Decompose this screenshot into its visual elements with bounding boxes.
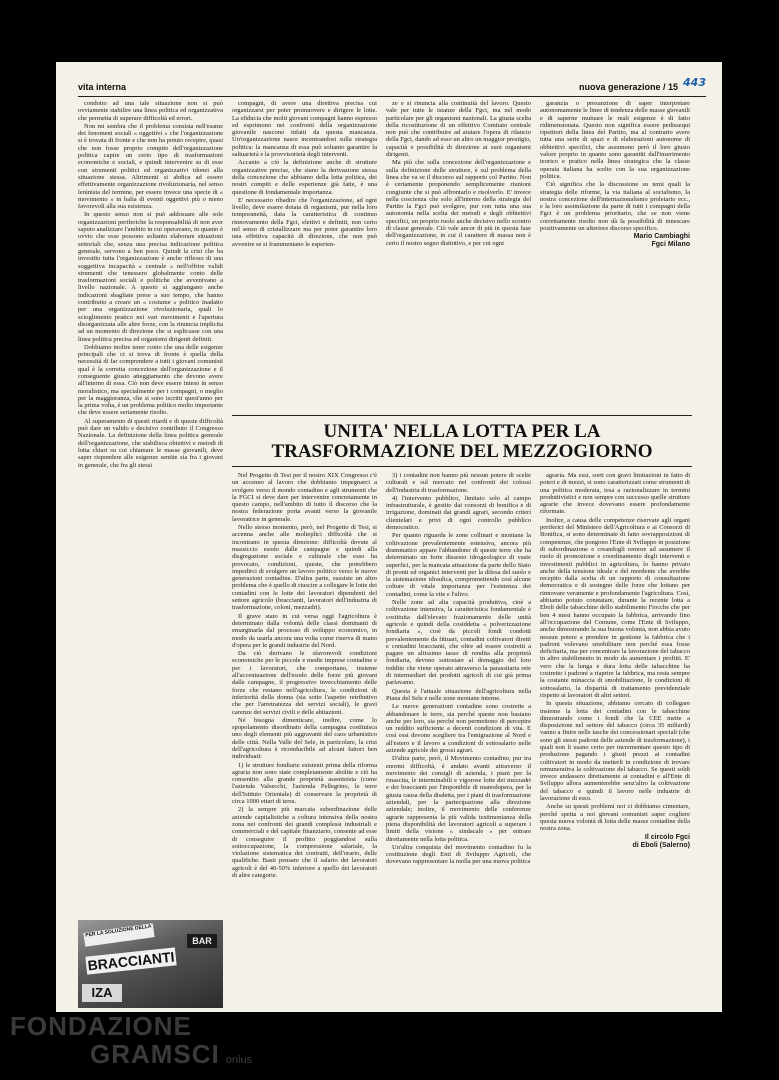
paragraph: agraria. Ma essi, sorti con gravi limitazioni in fatto di poteri e di mezzi, si sono caratterizzati come strumenti di una politica moderata, tesa a razionalizzare in termini produttivistici e non sempre con successo quelle strutture agrarie che invece dovevano essere profondamente riformate.: [540, 472, 690, 516]
archive-name: GRAMSCI: [90, 1039, 220, 1069]
top-article-column-1: [78, 100, 223, 920]
paragraph: Questa è l'attuale situazione dell'agricoltura nella Piana del Sele e nelle zone montane interne.: [386, 687, 531, 702]
paragraph: In questo senso non si può addossare alle sole organizzazioni periferiche la responsabilità di non aver saputo analizzare l'ambito in cui operavano, in quanto è ovvio che esse possono soltanto elaborare situazioni settoriali che, senza una precisa indicazione politica generale, servono a ben poco. Quindi la crisi che ha investito tutta l'organizzazione è anche riflesso di una soggettiva incapacità « centrale » nell'offrire validi strumenti che tenessero globalmente conto delle trasformazioni sociali e politiche che avvenivano a livello nazionale. A questo si aggiungano anche indicazioni sbagliate prese a suo tempo, che hanno contribuito a creare un « costume » politico inadatto per una organizzazione rivoluzionaria, quali lo scioglimento pratico nei vari movimenti e l'apertura disorganizzata alle altre forze, con la rinuncia implicita ad un momento di direzione che si esplicasse con una linea politica precisa ed organismi dirigenti definiti.: [78, 211, 223, 343]
archive-number: 443: [683, 76, 706, 89]
paragraph: 3) i contadini non hanno più nessun potere di scelte culturali e sul mercato nei confronti dei colossi dell'industria di trasformazione.: [386, 472, 531, 494]
paragraph: condotto ad una tale situazione non si può ovviamente stabilire una linea politica ed organizzativa che permetta di superare difficoltà ed errori.: [78, 100, 223, 122]
paragraph: Nelle zone ad alta capacità produttiva, cioè a coltivazione intensiva, la caratteristica fondamentale è costituita dall'elevato frazionamento delle unità agricole e quindi della cosiddetta « polverizzazione fondiaria », cioè da piccoli fondi condotti prevalentemente da fittuari, contadini coltivatori diretti e contadini braccianti, che oltre ad essere costretti a pagare un altissimo tasso di rendita alla proprietà fondiaria, devono sottostare al drenaggio del loro reddito che viene operato attraverso la parassitaria rete di intermediari dei prodotti agricoli di cui già prima parlavamo.: [386, 599, 531, 687]
magazine-page: [56, 62, 722, 1012]
headline-rule-top: [232, 415, 692, 416]
bottom-article-signature-name: Il circolo Fgci: [644, 833, 690, 841]
paragraph: Accanto a ciò la definizione anche di strutture organizzative precise, che siano la derivazione stessa della concezione che abbiamo della lotta politica, dei nostri compiti e delle esperienze già fatte, è una questione di fondamentale importanza.: [232, 159, 377, 196]
paragraph: 4) l'intervento pubblico, limitato solo al campo infrastrutturale, è gestito dai consorzi di bonifica e di irrigazione, dominati dai grandi agrari, secondo criteri clientelari e privi di ogni controllo pubblico democratico.: [386, 494, 531, 532]
paragraph: Al superamento di questi ritardi e di queste difficoltà può dare un valido e decisivo contributo il Congresso Nazionale. La definizione della linea politica generale dell'organizzazione, che stabilisca obiettivi e metodi di lotta chiari su cui chiamare le masse giovanili, deve saper rispondere alle esigenze sentite sia fra i giovani in generale, che fra gli stessi: [78, 417, 223, 469]
paragraph: Da ciò derivano le sfavorevoli condizioni economiche per le piccole e medie imprese contadine e per i lavoratori, che comportano, insieme all'accentuazione dell'esodo delle forze più giovani dalle campagne, il progressivo invecchiamento delle forze che restano nell'agricoltura, le condizioni di inferiorità della donna (sia sotto l'aspetto retributivo che per l'arretratezza dei servizi sociali), le gravi carenze dei servizi civili e delle abitazioni.: [232, 650, 377, 716]
paragraph: Ma più che sulla concezione dell'organizzazione e sulla definizione delle strutture, è sul problema della linea che va se il discorso sul rapporto col Partito. Non è certamente proponendo semplicemente riunioni congiunte che si può affrontarlo e risolverlo. E' invece nella coscienza che solo all'interno della strategia del Partito la Fgci può svolgere, pur con tutta una sua autonomia nella scelta dei metodi e degli obbiettivi specifici, un proprio ruolo anche decisivo nello scontro di classe generale. Ciò vale ancor di più in questa fase dell'organizzazione, in cui il carattere di massa non è certo il nostro segno distintivo, e per cui ogni: [386, 159, 531, 247]
section-label: vita interna: [78, 82, 127, 92]
paragraph: Nello stesso momento, però, nel Progetto di Tesi, si accenna anche alle molteplici difficoltà che si incontrano in questa direzione: difficoltà dovute al massiccio esodo dalle campagne e quindi alla disgregazione sociale e culturale che esso ha provocato, condizioni, queste, che potrebbero impedirci di svolgere un lavoro politico verso le nuove generazioni contadine. D'altra parte, sussiste un altro problema che è quello di riuscire a collegare le lotte dei contadini con le lotte dei lavoratori dipendenti del settore agricolo (braccianti, lavoratori dell'industria di trasformazione, coloni, mezzadri).: [232, 524, 377, 612]
top-article-signature-place: Fgci Milano: [651, 241, 690, 249]
paragraph: Inoltre, a causa delle competenze riservate agli organi periferici del Ministero dell'Agricoltura e ai Consorzi di Bonifica, si sono determinate di fatto sovrapposizioni di competenze, che pongono l'Ente di Sviluppo in posizione di subordinazione e creandogli remore ad assumere il ruolo di promozione e coordinamento degli interventi e investimenti pubblici in agricoltura, lo hanno privato anche della tensione ideale e del mordente che avrebbe recepito dalla scelta di un rapporto di consultazione democratica e di sostegno delle forze che lottano per rinnovare veramente e profondamente l'agricoltura. Così, abbiamo potuto constatare, durante la recente lotta a Eboli delle tabacchine dello stabilimento Fiocche che per ben 4 mesi hanno occupato la fabbrica, arrivando fino all'occupazione del Comune, come l'Ente di Sviluppo, anche dimostrando la sua buona volontà, non abbia avuto nessun potere a prendere in gestione la fabbrica che i padroni volevano smobilitare non perché essa fosse deficitaria, ma per concentrare la lavorazione del tabacco in altro stabilimento in modo da aumentare i profitti. E' vero che la lunga e dura lotta delle tabacchine ha costretto i padroni a riaprire la fabbrica, ma resta sempre la costante minaccia di smobilitazione, le condizioni di sottosalario, la disparità di trattamento previdenziale rispetto ai lavoratori di altri settori.: [540, 516, 690, 699]
paragraph: garanzia o presunzione di saper interpretare autonomamente le linee di tendenza delle masse giovanili e di saperne mutuare le reali esigenze è di fatto ridimensionata. Questo non significa essere pedissequi ripetitori della linea del Partito, ma al contrario avere tutta una serie di spazi e di elaborazioni autonome di obbiettivi specifici, che assumono però il loro giusto valore proprio in quanto sono garantiti dall'inserimento teorico e pratico nella linea strategica che la classe operaia italiana ha scelto con la sua organizzazione politica.: [540, 100, 690, 180]
paragraph: Un'altra conquista del movimento contadino fu la costituzione degli Enti di Sviluppo Agricoli, che dovevano rappresentare la molla per una nuova politica: [386, 843, 531, 866]
bottom-article-column-1: [232, 472, 377, 992]
paragraph: 1) le strutture fondiarie esistenti prima della riforma agraria non sono state completamente abolite e ciò ha consentito alla grande proprietà assenteista (come l'azienda Valsecchi, l'azienda Pellegrino, le terre dell'Istituto Orientale) di conservare la proprietà di circa 1000 ettari di terra.: [232, 761, 377, 806]
paragraph: Le nuove generazioni contadine sono costrette a abbandonare le terre, sia perché queste non bastano anche per loro, sia perché non permettono di percepire un reddito sufficiente a decenti condizioni di vita. E così essi devono scegliere tra l'emigrazione al Nord e all'estero e il lavoro a condizioni di sottosalario nelle aziende agricole dei grossi agrari.: [386, 703, 531, 754]
headline-rule-bottom: [232, 466, 692, 467]
magazine-page-number: nuova generazione / 15: [578, 82, 678, 92]
bottom-article-column-2: [386, 472, 531, 992]
paragraph: Dobbiamo inoltre tener conto che una delle esigenze principali che ci si trova di fronte è quella della necessità di far comprendere a tutti i giovani comunisti qual è la corretta concezione dell'organizzazione e il conseguente giusto atteggiamento che devono avere all'interno di essa. Ciò non deve essere inteso in senso moralistico, ma specialmente per i compagni, o meglio per la maggioranza, che si sono iscritti quest'anno per la prima volta, è un problema politico molto importante che deve essere seriamente risolto.: [78, 343, 223, 417]
photo-banner-bottom: IZA: [82, 984, 122, 1002]
top-article-column-4: [540, 100, 690, 390]
paragraph: Anche su questi problemi noi ci dobbiamo cimentare, perché spetta a noi giovani comunisti saper cogliere questa nuova volontà di lotta delle masse contadine della nostra zona.: [540, 803, 690, 833]
header-rule: [78, 96, 706, 97]
paragraph: compagni, di avere una direttiva precisa cui organizzarsi per poter promuovere e dirigere le lotte. La sfiducia che molti giovani compagni hanno espresso ed esprimono nei confronti della organizzazione giovanile nascono infatti da questa mancanza. Un'organizzazione nasce incentrandosi sulla strategia politica: la mancanza di essa può soltanto garantire la saltuarietà e la provvisorietà degli interventi.: [232, 100, 377, 159]
paragraph: Nel Progetto di Tesi per il nostro XIX Congresso c'è un accenno al lavoro che dobbiamo impegnarci a svolgere verso il mondo contadino e agli strumenti che la FGCI si deve dare per intervenire concretamente in questo campo, nell'ambito di tutto il discorso che la nostra federazione porta avanti verso la giovanile lavoratrice in generale.: [232, 472, 377, 523]
headline-line-1: UNITA' NELLA LOTTA PER LA: [323, 421, 601, 442]
article-headline: [232, 422, 692, 462]
headline-line-2: TRASFORMAZIONE DEL MEZZOGIORNO: [271, 441, 653, 462]
archive-name-line-1: FONDAZIONE: [10, 1011, 192, 1041]
photo-banner-main: BRACCIANTI: [86, 948, 176, 974]
demonstration-photo: [78, 920, 223, 1008]
photo-banner-top: PER LA SOLUZIONE DELLA: [83, 923, 154, 947]
photo-bar-sign: BAR: [187, 934, 217, 948]
paragraph: Né bisogna dimenticare, inoltre, come lo spopolamento disordinato della campagna costituisca uno degli elementi più aggravanti del caos urbanistico delle città. Nella Valle del Sele, in particolare, la crisi dell'agricoltura è riconducibile ad alcuni fattori ben individuati:: [232, 716, 377, 761]
bottom-article-column-3: [540, 472, 690, 992]
paragraph: D'altra parte, però, il Movimento contadino, pur tra enormi difficoltà, è andato avanti attraverso il movimento dei consigli di azienda, i piani per la rinascita, le interminabili e vigorose lotte dei mezzadri e dei braccianti per l'imponibile di manodopera, per la giusta causa della disdetta, per i piani di trasformazione aziendali, per la partecipazione alla direzione aziendale; inoltre, il movimento delle conferenze agrarie rappresenta la più valida testimonianza della piena disponibilità dei lavoratori agricoli a superare i limiti della visione « sindacale » per entrare direttamente nella lotta politica.: [386, 755, 531, 843]
archive-name-line-2: [10, 1040, 252, 1074]
paragraph: 2) la sempre più marcata subordinazione delle aziende capitalistiche a coltura intensiva della nostra zona nei confronti dei grandi complessi industriali e commerciali e del capitale finanziario, consente ad esse di conseguire il profitto poggiandosi sulla sottoccupazione, la compressione salariale, la violazione sistematica dei contratti, dell'orario, delle qualifiche. Basti pensare che il salario dei lavoratori agricoli è del 40-50% inferiore a quello dei lavoratori di altre categorie.: [232, 806, 377, 880]
paragraph: Non mi sembra che il problema consista nell'esame dei fenomeni sociali « oggettivi » che l'organizzazione si è trovata di fronte e che non ha potuto recepire, quasi che non fosse proprio compito dell'organizzazione politica capire un certo tipo di trasformazioni economiche e sociali, e quindi intervenire su di esse con strumenti politici ed organizzativi idonei alla situazione stessa. Altrimenti si abdica ad essere effettivamente organizzazione rivoluzionaria, nel senso leninista del termine, per essere invece una specie di « movimento » in balia di eventi oggettivi più o meno favorevoli alla sua esistenza.: [78, 122, 223, 211]
paragraph: In questa situazione, abbiamo cercato di collegare insieme la lotta dei contadini con le tabacchine dimostrando come i fondi che la CEE mette a disposizione nel settore del tabacco (circa 35 miliardi) vanno a finire nelle tasche dei concessionari speciali (che sono gli stessi padroni delle aziende di trasformazione), i quali non li usano certo per incrementare questo tipo di produzione pagando i giusti prezzi ai contadini coltivatori in modo da metterli in condizione di trovare remunerativa la coltivazione del tabacco. Se questi soldi invece andassero direttamente ai contadini e all'Ente di Sviluppo allora aumenterebbe senz'altro la coltivazione del tabacco e quindi il lavoro nelle industrie di lavorazione di esso.: [540, 700, 690, 803]
paragraph: Per quanto riguarda le zone collinari e montane la coltivazione prevalentemente estensiva, ancora più drammatico appare l'abbandono di queste terre che ha determinato un forte dissesto idrogeologico di vaste superfici, per la mancata attuazione da parte dello Stato di pronti ed organici interventi per la difesa del suolo e la sistemazione idraulica, compromettendo così alcune colture di vitale importanza per l'esistenza dei contadini, come la vite e l'ulivo.: [386, 532, 531, 598]
paragraph: ze e si rinuncia alla continuità del lavoro. Questo vale per tutte le istanze della Fgci, ma nel modo particolare per gli organismi nazionali. La giusta scelta della ricostituzione di un effettivo Comitato centrale non può che contribuire ad aiutare l'opera di rilancio della Fgci, dando ad esso un altro un maggior prestigio, capacità e possibilità di direzione ai suoi organismi dirigenti.: [386, 100, 531, 159]
paragraph: E' necessario ribadire che l'organizzazione, ad ogni livello, deve essere dotata di organismi, pur nella loro temporaneità, data la caratteristica di continuo rinnovamento della Fgci, elettivi e definiti, non certo nel senso di cristallizzare ma per poter garantire loro una effettiva capacità di direzione, che non può avvenire se si frammentano le esperien-: [232, 196, 377, 248]
bottom-article-signature-place: di Eboli (Salerno): [632, 841, 690, 849]
top-article-signature-name: Mario Cambiaghi: [633, 233, 690, 241]
paragraph: Ciò significa che la discussione su temi quali la strategia delle riforme, la via italiana al socialismo, la nostra concezione dell'internazionalismo proletario ecc., e la loro assimilazione da parte di tutti i compagni della Fgci è un problema prioritario, che se non viene correttamente risolto non dà la possibilità di innescare positivamente un ulteriore discorso specifico.: [540, 181, 690, 233]
archive-watermark: [10, 1012, 252, 1074]
paragraph: Il grave stato in cui versa oggi l'agricoltura è determinato dalla volontà delle classi dominanti di emarginarla dal processo di sviluppo economico, in modo da usarla ancora una volta come riserva di mano d'opera per le grandi industrie del Nord.: [232, 612, 377, 649]
archive-suffix: onlus: [225, 1054, 253, 1066]
running-header: [78, 76, 706, 96]
top-article-column-2: [232, 100, 377, 390]
top-article-column-3: [386, 100, 531, 390]
